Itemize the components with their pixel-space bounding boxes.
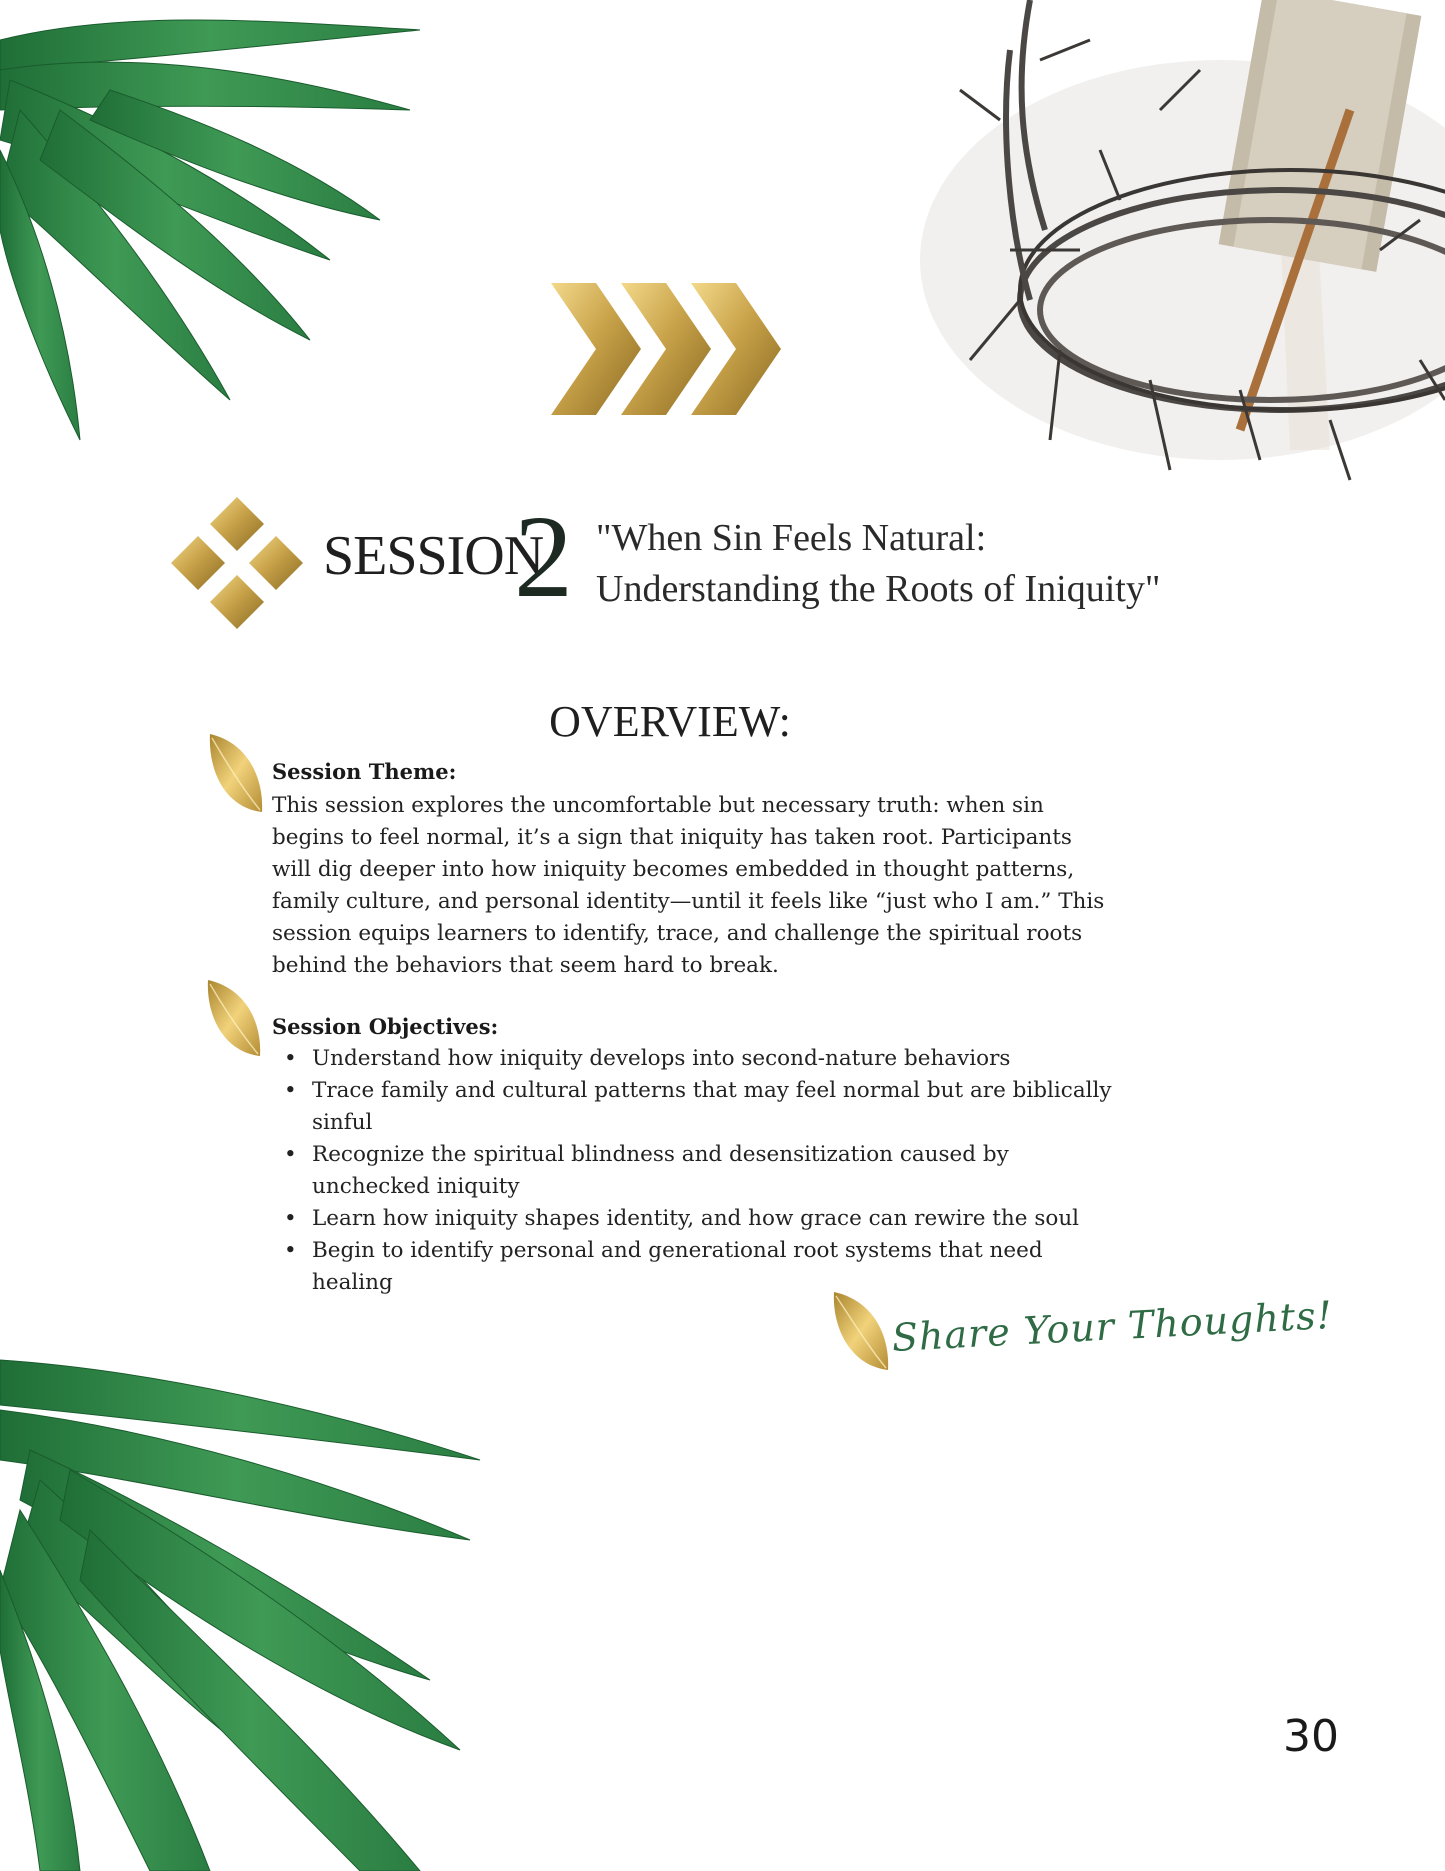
list-item: • Begin to identify personal and generational root systems that need healing [272, 1235, 1112, 1299]
page-number: 30 [1283, 1711, 1339, 1762]
session-number: 2 [514, 491, 573, 622]
share-your-thoughts[interactable]: Share Your Thoughts! [890, 1292, 1334, 1360]
session-objectives-label: Session Objectives: [272, 1014, 499, 1039]
objectives-list [272, 1043, 1112, 1299]
list-item: • Understand how iniquity develops into second-nature behaviors [272, 1043, 1112, 1075]
palm-leaf-icon [0, 0, 450, 460]
list-item: • Learn how iniquity shapes identity, and how grace can rewire the soul [272, 1203, 1112, 1235]
session-title-line1: "When Sin Feels Natural: [596, 517, 987, 559]
gold-leaf-icon [830, 1290, 892, 1372]
list-item: • Trace family and cultural patterns that may feel normal but are biblically sinful [272, 1075, 1112, 1139]
palm-leaf-icon [0, 1350, 500, 1871]
session-theme-label: Session Theme: [272, 759, 457, 784]
session-title-line2: Understanding the Roots of Iniquity" [596, 568, 1161, 610]
session-title [596, 513, 1160, 615]
crown-of-thorns-icon [860, 0, 1445, 500]
overview-heading: OVERVIEW: [549, 697, 791, 746]
session-label: SESSION [323, 525, 544, 587]
gold-diamond-cluster-icon [168, 494, 306, 632]
triple-chevron-icon [551, 283, 781, 415]
session-theme-text: This session explores the uncomfortable but necessary truth: when sin begins to feel normal, it’s a sign that iniquity has taken root. Participants will dig deeper into how iniquity becomes embedded in thought patterns, family culture, and personal identity—until it feels like “just who I am.” This session equips learners to identify, trace, and challenge the spiritual roots behind the behaviors that seem hard to break. [272, 793, 1105, 978]
gold-leaf-icon [206, 732, 266, 814]
list-item: • Recognize the spiritual blindness and desensitization caused by unchecked iniquity [272, 1139, 1112, 1203]
gold-leaf-icon [204, 978, 264, 1058]
